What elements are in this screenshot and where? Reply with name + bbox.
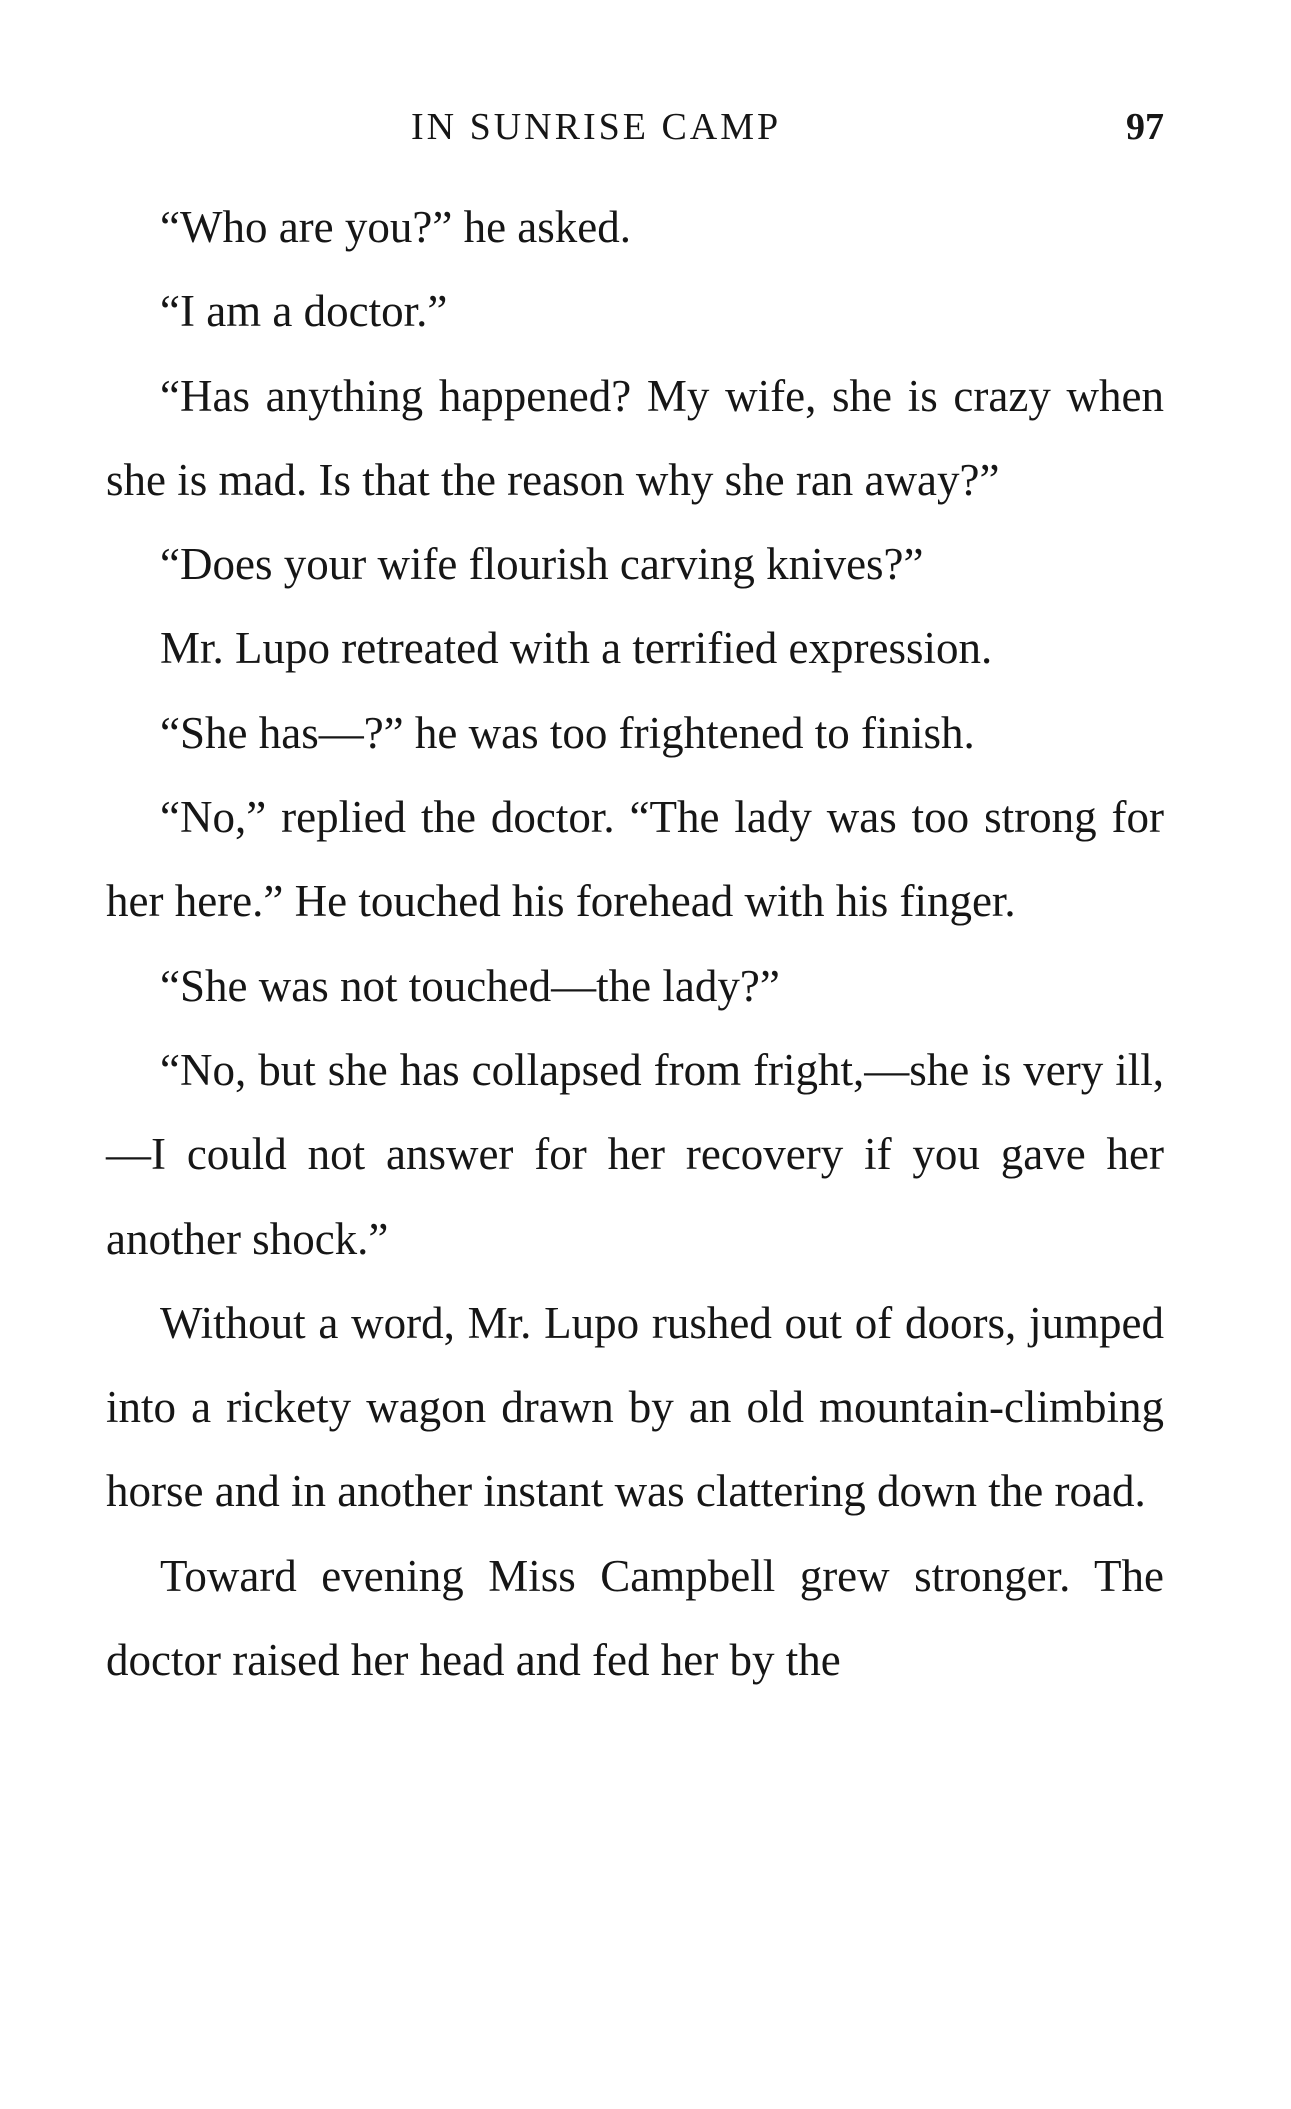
paragraph: Without a word, Mr. Lupo rushed out of doors, jumped into a rickety wagon drawn by an old mountain-climbing horse and in another instant was clattering down the road. (106, 1297, 1164, 1517)
paragraph: Toward evening Miss Campbell grew stronger. The doctor raised her head and fed her by the (106, 1550, 1164, 1686)
paragraph: “Has anything happened? My wife, she is crazy when she is mad. Is that the reason why she ran away?” (106, 370, 1164, 505)
paragraph: “No, but she has collapsed from fright,—she is very ill,—I could not answer for her recovery if you gave her another shock.” (106, 1044, 1164, 1264)
paragraph: “No,” replied the doctor. “The lady was too strong for her here.” He touched his forehead with his finger. (106, 792, 1164, 927)
paragraph: “She has—?” he was too frightened to finish. (160, 707, 975, 758)
running-title: IN SUNRISE CAMP (411, 106, 782, 148)
paragraph: “She was not touched—the lady?” (160, 960, 780, 1011)
paragraph: “Does your wife flourish carving knives?” (160, 539, 924, 590)
page-number: 97 (1126, 106, 1164, 148)
paragraph: “I am a doctor.” (160, 286, 448, 337)
paragraph: “Who are you?” he asked. (160, 202, 632, 252)
body-text (106, 185, 1164, 1702)
page-header (106, 102, 1164, 152)
paragraph: Mr. Lupo retreated with a terrified expression. (160, 623, 993, 674)
